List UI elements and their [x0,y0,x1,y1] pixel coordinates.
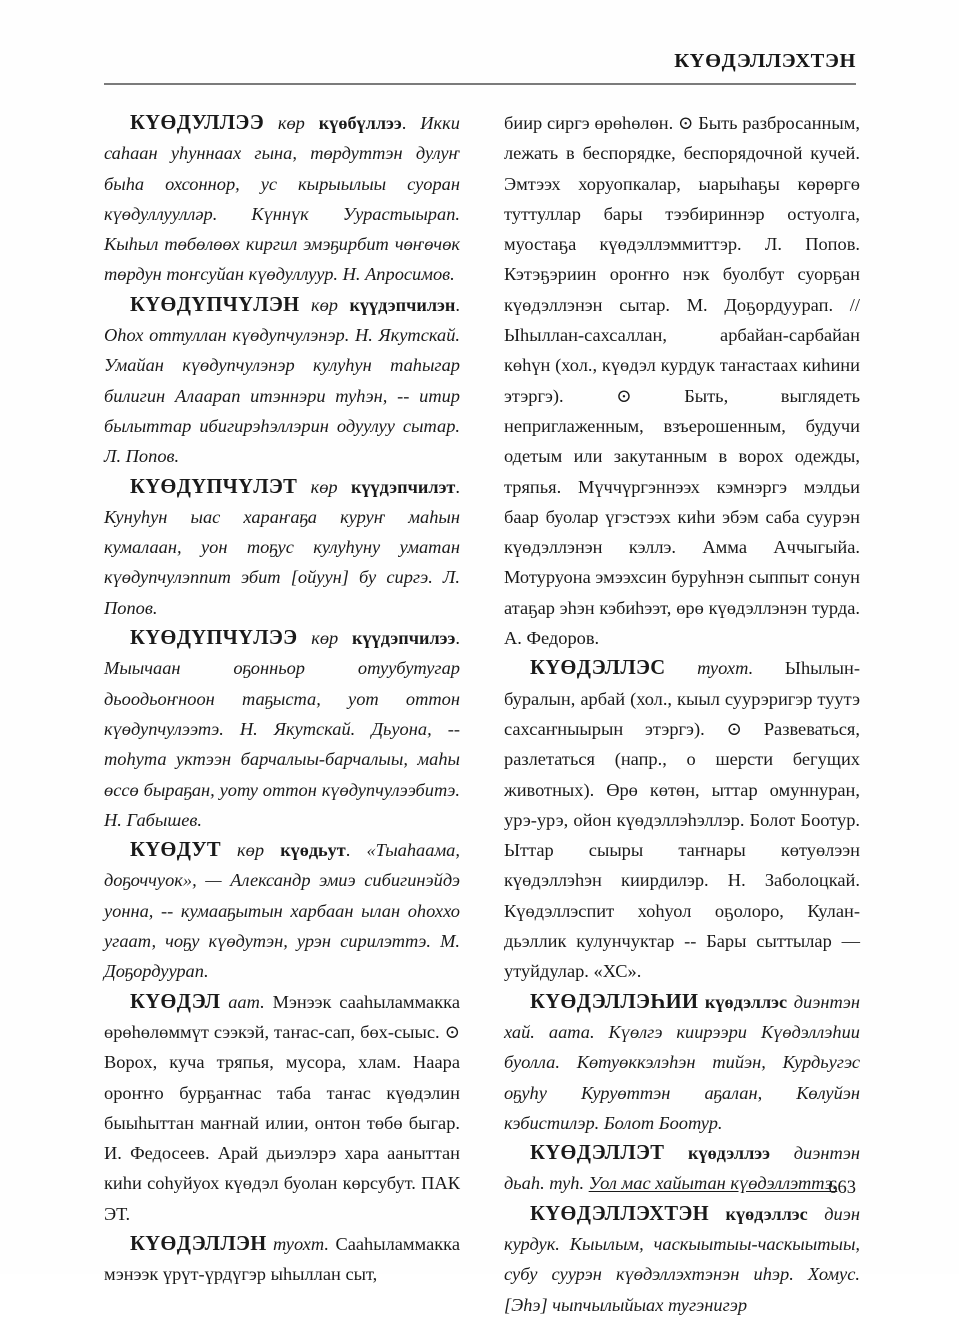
cross-reference-label: көр [237,840,265,861]
headword: КҮӨДЭЛ [130,990,221,1013]
headword: КҮӨДЭЛЛЭС [530,657,666,680]
cross-reference-target[interactable]: күүдэпчилээ [352,628,456,649]
dictionary-entry-kuodellekhten [504,1199,860,1320]
cross-reference-label: көр [310,294,338,315]
part-of-speech: туохт. [697,658,754,679]
entry-body: Ыһылын-буралын, арбай (хол., кыыл суурэригэр туутэ сахсаҥныырын этэргэ). ⊙ Развеваться, разлетаться (напр., о шерсти бегущих животных). Өрө көтөн, ыттар омуннуран, урэ-урэ, ойон күөдэллэһэллэр. Болот Боотур. Ыттар сыыры таҥнары көтуөлээн күөдэллэһэн киирдилэр. Н. Заболоцкай. Күөдэллэспит хоһуол оҕолоро, Кулан-дьэллик кулунчуктар -- Бары сыттылар — утуйдулар. «ХС». [504,658,860,982]
headword: КҮӨДЭЛЛЭТ [530,1142,665,1165]
entry-punct: . [455,628,460,649]
entry-body: биир сиргэ өрөһөлөн. ⊙ Быть разбросанным, лежать в беспорядке, беспорядочной кучей. Эмтээх хоруопкалар, ыарыһаҕы көрөргө туттуллар бары тээбириннэр остуолга, муостаҕа күөдэллэммиттэр. Л. Попов. Кэтэҕэриин ороҥҥо нэк буолбут суорҕан күөдэллэнэн сытар. М. Доҕордуурап. // Ыһыллан-сахсаллан, арбайан-сарбайан көһүн (хол., күөдэл курдук таҥастаах киһини этэргэ). ⊙ Быть, выглядеть неприглаженным, взъерошенным, будучи одетым или закутанным в ворох одежды, тряпья. Мүччүргэннээх кэмнэргэ мэлдьи баар буолар үгэстээх киһи эбэм саба суурэн күөдэллэнэн кэллэ. Амма Аччыгыйа. Мотуруона эмээхсин буруһнэн сыппыт сонун атаҕар эһэн кэбиһээт, өрө күөдэллэнэн турда. А. Федоров. [504,113,860,649]
running-head [104,50,856,86]
page-number: 663 [828,1178,856,1198]
part-of-speech: диэнтэн дьаһ. туһ. [504,1143,860,1194]
dictionary-entry-kuodupchulen [104,290,460,472]
entry-body: Икки саһаан уһуннаах гына, төрдуттэн дулуҥ быһа охсоннор, ус кырыылыы суоран күөдуллуулләр. Күннүк Уурастыырап. Кыһыл төбөлөөх киргил эмэҕирбит чөҥөчөк төрдун тоҥсуйан күөдуллуур. Н. Апросимов. [104,113,460,285]
header-rule [104,83,856,85]
headword: КҮӨДУТ [130,839,221,862]
dictionary-entry-kuodupchulee [104,623,460,835]
cross-reference-label: көр [277,113,305,133]
entry-body: Күөлгэ киирээри Күөдэллэһии буолла. Көтуөккэлэһэн тийэн, Курдьугэс оҕуһу Куруөттэн аҕалан, Көлуйэн кэбистилэр. Болот Боотур. [504,1021,860,1133]
dictionary-entry-kuodellen [104,1229,460,1290]
part-of-speech: аат. [228,991,265,1012]
entry-punct: . [401,113,407,133]
running-head-title: КҮӨДЭЛЛЭХТЭН [674,50,856,72]
cross-reference-target[interactable]: күүдэпчилэт [350,476,456,497]
entry-body: Уол мас хайытан күөдэллэттэ. [588,1173,838,1194]
entry-punct: . [345,840,351,861]
headword: КҮӨДҮПЧҮЛЭН [130,293,300,316]
entry-body: Мыычаан оҕонньор отуубутугар дьоодьоҥноон таҕыста, уот оттон күөдупчулээтэ. Н. Якутскай. Дьуона, -- тоһута уктээн барчалыы-барчалыы, маһы өссө быраҕан, уоту оттон күөдупчулээбитэ. Н. Габышев. [104,658,460,830]
entry-punct: . [455,476,460,497]
cross-reference-target[interactable]: күөдьут [280,840,346,861]
cross-reference-label: көр [311,628,339,649]
cross-reference-target[interactable]: күөбүллээ [318,113,402,133]
headword: КҮӨДЭЛЛЭХТЭН [530,1202,709,1225]
part-of-speech: диэн курдук. [504,1203,860,1254]
headword: КҮӨДУЛЛЭЭ [130,112,264,134]
part-of-speech: туохт. [272,1233,330,1254]
entry-body: Сааһыламмакка мэнээк үрүт-үрдүгэр ыһыллан сыт, [104,1233,460,1285]
column-left [104,108,460,1285]
cross-reference-target[interactable]: күөдэллэс [704,991,788,1012]
part-of-speech: диэнтэн хай. аата. [504,991,860,1042]
entry-body: Кунуһун ыас хараҥаҕа куруҥ маһын кумалаан, уон тоҕус кулуһуну уматан күөдупчулэппит эбит [ойуун] бу сиргэ. Л. Попов. [104,506,460,618]
entry-punct: . [455,294,460,315]
cross-reference-label: көр [310,476,338,497]
dictionary-entry-kuodullee [104,108,460,290]
headword: КҮӨДҮПЧҮЛЭЭ [130,627,298,650]
dictionary-entry-kuodelles [504,653,860,986]
cross-reference-target[interactable]: күүдэпчилэн [349,294,456,315]
headword: КҮӨДЭЛЛЭҺИИ [530,990,699,1013]
cross-reference-target[interactable]: күөдэллээ [688,1143,770,1164]
headword: КҮӨДҮПЧҮЛЭТ [130,475,298,498]
dictionary-entry-kuodellen-continuation [504,108,860,653]
cross-reference-target[interactable]: күөдэллэс [725,1203,808,1224]
entry-body: Кыылым, часкыытыы-часкыытыы, субу суурэн күөдэллэхтэнэн иһэр. Хомус. [Эһэ] чыпчылыйыах тугэнигэр [504,1233,860,1315]
dictionary-entry-kuodupchulet [104,472,460,623]
dictionary-entry-kuodut [104,835,460,986]
entry-body: «Тыаһаама, доҕоччуок», — Александр эмиэ сибигинэйдэ уонна, -- кумааҕытын харбаан ылан оһоххо угаат, чоҕу күөдутэн, урэн сирилэттэ. М. Доҕордуурап. [104,840,460,982]
entry-body: Мэнээк сааһыламмакка өрөһөлөммүт сээкэй, таҥас-сап, бөх-сыыс. ⊙ Ворох, куча тряпья, мусора, хлам. Наара ороҥҥо бурҕаҥнас таба таҥас күөдэлин быыһыттан маҥнай илии, онтон төбө быгар. И. Федосеев. Арай дьиэлэрэ хара ааныттан киһи соһуйуох күөдэл буолан көрсубут. ПАК ЭТ. [104,991,460,1224]
dictionary-entry-kuodellehii [504,987,860,1138]
headword: КҮӨДЭЛЛЭН [130,1232,267,1255]
entry-body: Оһох оттуллан күөдупчулэнэр. Н. Якутскай. Умайан күөдупчулэнэр кулуһун таһыгар билигин Алаарап итэннэри туһэн, -- итир былыттар ибигирэһэллэрин одуулуу сытар. Л. Попов. [104,325,460,467]
